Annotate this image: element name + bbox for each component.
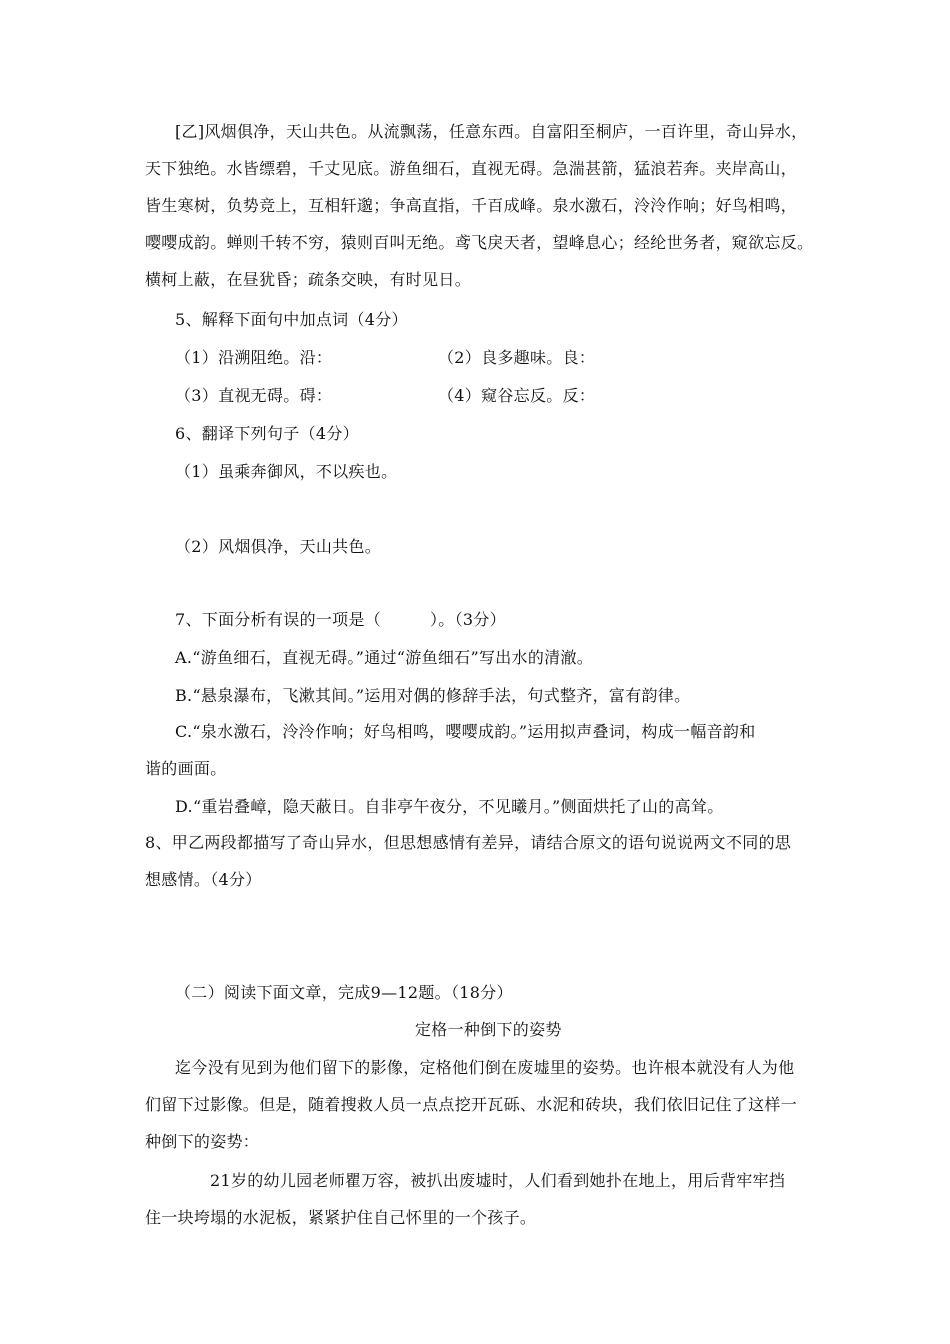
article-paragraph-line: 迄今没有见到为他们留下的影像，定格他们倒在废墟里的姿势。也许根本就没有人为他	[175, 1058, 795, 1077]
q7-option-a: A.“游鱼细石，直视无碍。”通过“游鱼细石”写出水的清澈。	[175, 648, 594, 667]
article-paragraph-line: 21岁的幼儿园老师瞿万容，被扒出废墟时，人们看到她扑在地上，用后背牢牢挡	[210, 1171, 786, 1190]
q6-prompt: 6、翻译下列句子（4分）	[175, 424, 359, 443]
passage-line: 皆生寒树，负势竞上，互相轩邈；争高直指，千百成峰。泉水激石，泠泠作响；好鸟相鸣，	[145, 196, 798, 215]
article-title: 定格一种倒下的姿势	[415, 1020, 562, 1039]
q5-prompt: 5、解释下面句中加点词（4分）	[175, 310, 408, 329]
q7-prompt: 7、下面分析有误的一项是（ ）。（3分）	[175, 610, 506, 629]
q7-option-d: D.“重岩叠嶂，隐天蔽日。自非亭午夜分，不见曦月。”侧面烘托了山的高耸。	[175, 797, 724, 816]
q5-item: （1）沿溯阻绝。沿：	[175, 348, 333, 367]
q6-item: （1）虽乘奔御风，不以疾也。	[175, 462, 398, 481]
q5-item: （4）窥谷忘反。反：	[438, 386, 596, 405]
q7-option-b: B.“悬泉瀑布，飞漱其间。”运用对偶的修辞手法，句式整齐，富有韵律。	[175, 686, 691, 705]
q5-item: （3）直视无碍。碍：	[175, 386, 333, 405]
q8-line: 想感情。（4分）	[145, 870, 262, 889]
article-paragraph-line: 住一块垮塌的水泥板，紧紧护住自己怀里的一个孩子。	[145, 1208, 537, 1227]
q6-item: （2）风烟俱净，天山共色。	[175, 537, 382, 556]
passage-line: 天下独绝。水皆缥碧，千丈见底。游鱼细石，直视无碍。急湍甚箭，猛浪若奔。夹岸高山，	[145, 159, 798, 178]
passage-line: 嘤嘤成韵。蝉则千转不穷，猿则百叫无绝。鸢飞戾天者，望峰息心；经纶世务者，窥欲忘反。	[145, 233, 814, 252]
q7-option-c-cont: 谐的画面。	[145, 759, 227, 778]
q7-option-c: C.“泉水激石，泠泠作响；好鸟相鸣，嘤嘤成韵。”运用拟声叠词，构成一幅音韵和	[175, 722, 756, 741]
article-paragraph-line: 种倒下的姿势：	[145, 1132, 260, 1151]
passage-line: 横柯上蔽，在昼犹昏；疏条交映，有时见日。	[145, 270, 472, 289]
article-paragraph-line: 们留下过影像。但是，随着搜救人员一点点挖开瓦砾、水泥和砖块，我们依旧记住了这样一	[145, 1095, 798, 1114]
q8-line: 8、甲乙两段都描写了奇山异水，但思想感情有差异，请结合原文的语句说说两文不同的思	[145, 833, 792, 852]
passage-line: [乙]风烟俱净，天山共色。从流飘荡，任意东西。自富阳至桐庐，一百许里，奇山异水，	[175, 122, 808, 141]
section2-heading: （二）阅读下面文章，完成9—12题。（18分）	[175, 983, 513, 1002]
q5-item: （2）良多趣味。良：	[438, 348, 596, 367]
